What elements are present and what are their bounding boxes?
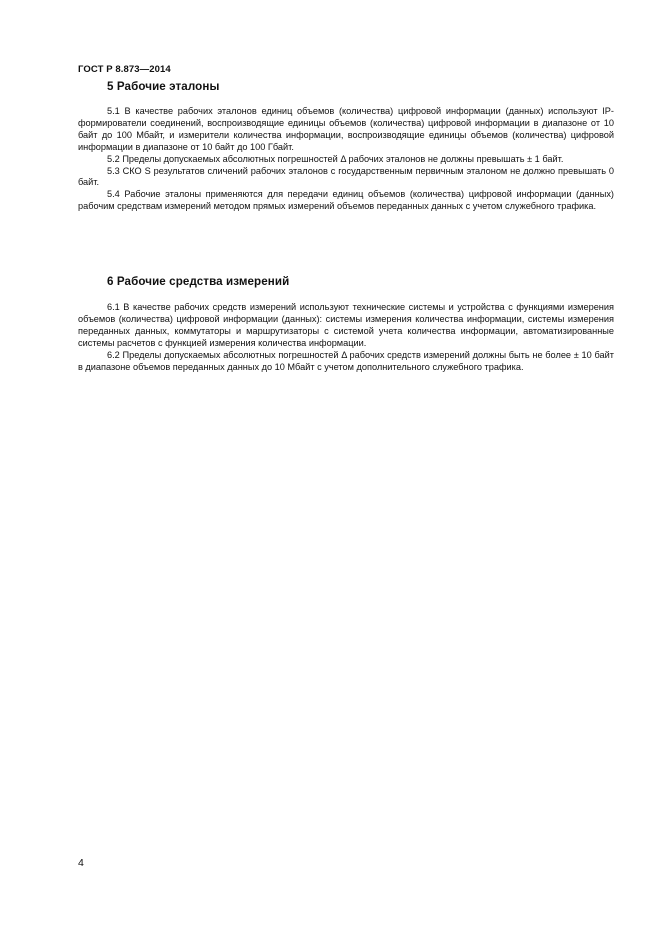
paragraph-6-1: 6.1 В качестве рабочих средств измерений используют технические системы и устройства с функциями измерения объемов (количества) цифровой информации (данных): системы измерения количества информации, системы измерения переданных данных, коммутаторы и маршрутизаторы с системой учета количества информации, автоматизированные системы расчетов с функцией измерения количества информации. [78, 302, 614, 348]
document-code: ГОСТ Р 8.873—2014 [78, 64, 171, 75]
paragraph-5-1: 5.1 В качестве рабочих эталонов единиц объемов (количества) цифровой информации (данных) используют IP-формирователи соединений, воспроизводящие единицы объемов (количества) цифровой информации в диапазоне от 10 байт до 100 Мбайт, и измерители количества информации, воспроизводящие единицы объемов (количества) цифровой информации в диапазоне от 10 байт до 100 Гбайт. [78, 106, 614, 152]
section-working-instruments [78, 275, 614, 373]
paragraph-6-2: 6.2 Пределы допускаемых абсолютных погрешностей Δ рабочих средств измерений должны быть не более ± 10 байт в диапазоне объемов переданных данных до 10 Мбайт с учетом дополнительного служебного трафика. [78, 349, 614, 372]
page-number: 4 [78, 857, 84, 869]
paragraph-5-3: 5.3 СКО S результатов сличений рабочих эталонов с государственным первичным эталоном не должно превышать 0 байт. [78, 165, 614, 188]
paragraph-5-2: 5.2 Пределы допускаемых абсолютных погрешностей Δ рабочих эталонов не должны превышать ± 1 байт. [107, 153, 564, 164]
section-working-standards [78, 80, 614, 213]
section-title: 6 Рабочие средства измерений [107, 275, 290, 288]
section-title: 5 Рабочие эталоны [107, 80, 220, 93]
paragraph-5-4: 5.4 Рабочие эталоны применяются для передачи единиц объемов (количества) цифровой информации (данных) рабочим средствам измерений методом прямых измерений объемов переданных данных с учетом служебного трафика. [78, 189, 614, 212]
